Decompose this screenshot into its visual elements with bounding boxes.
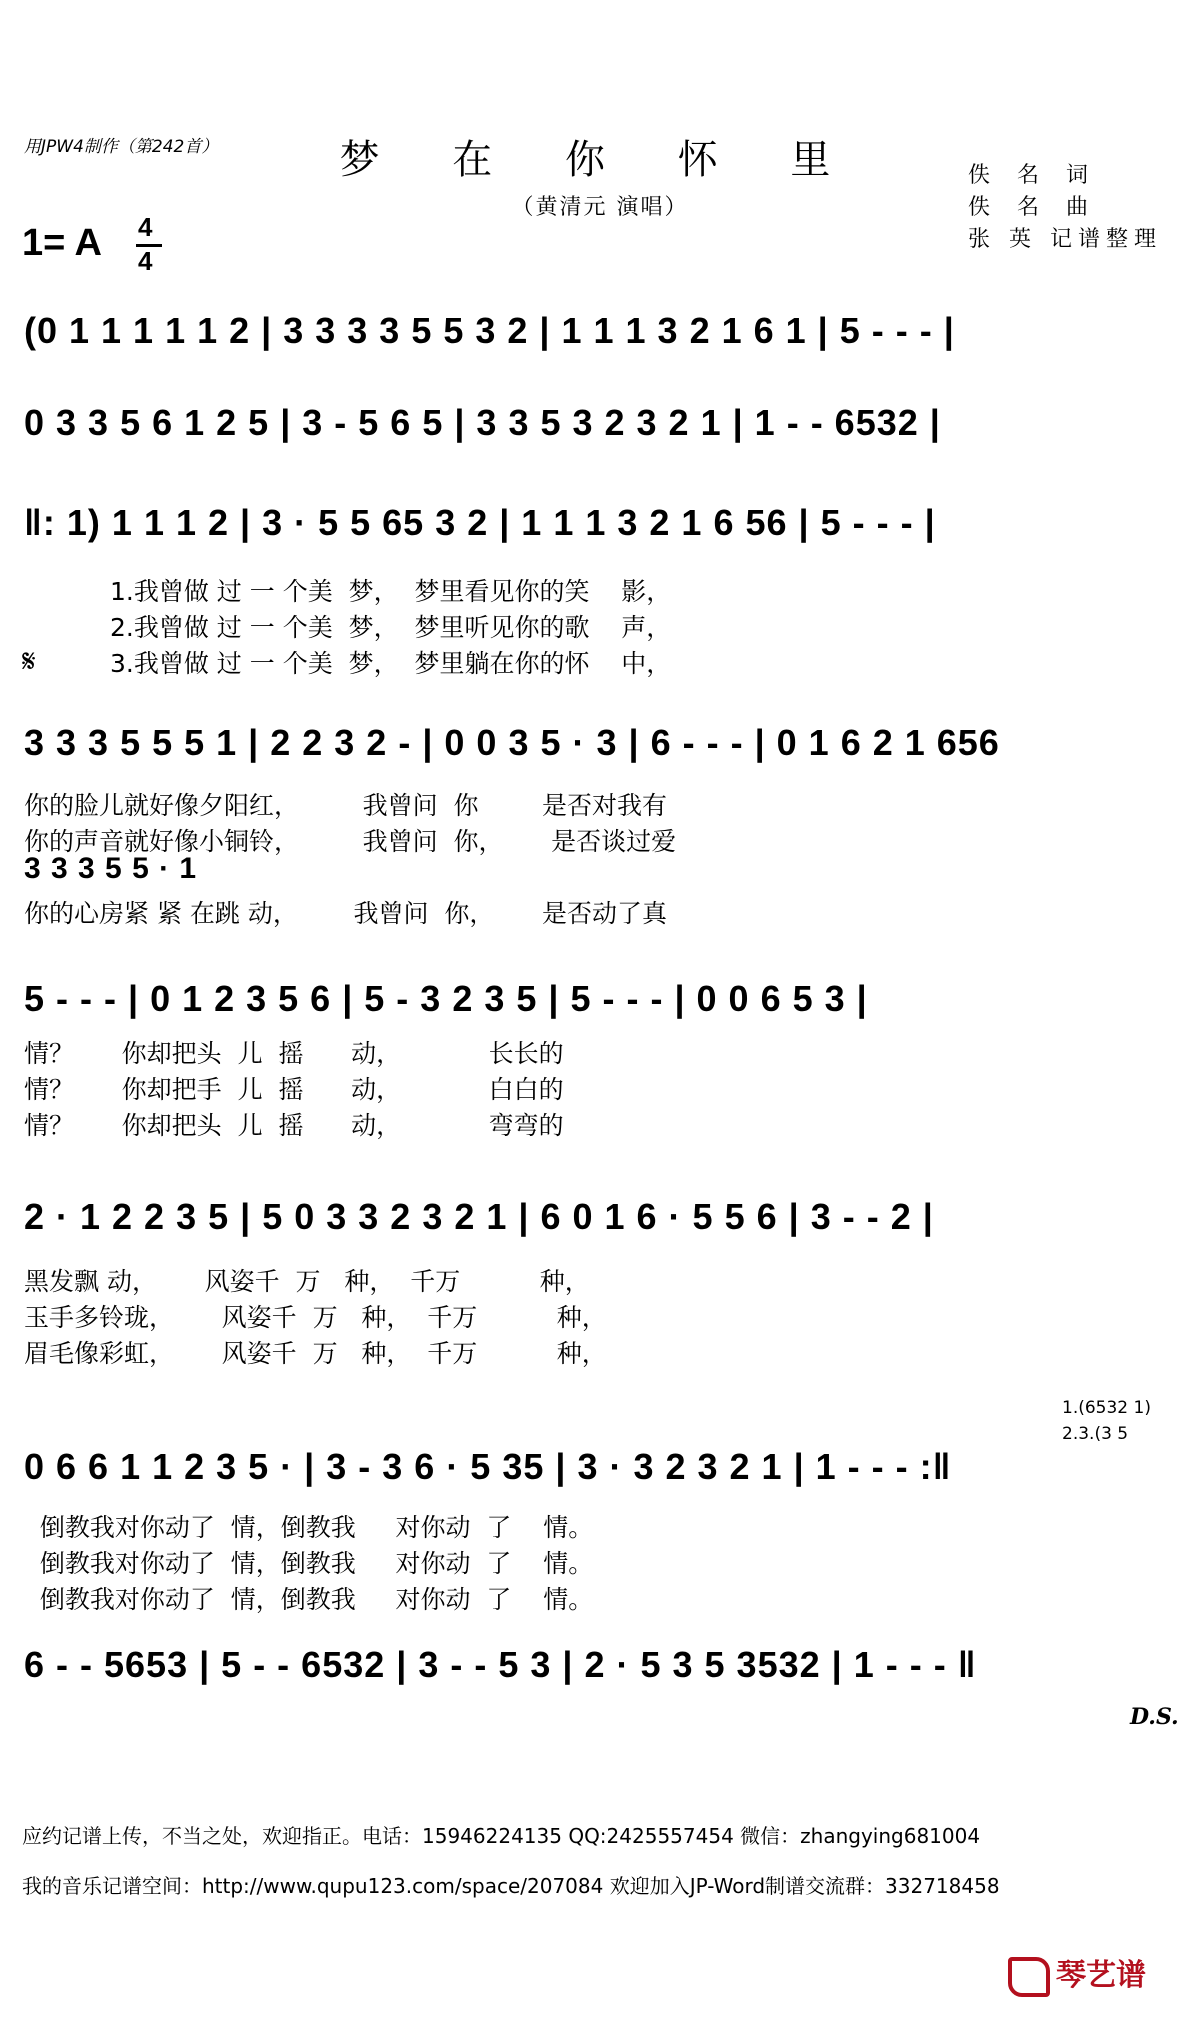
- alternate-notes-text: 3 3 3 5 5 · 1: [24, 852, 198, 885]
- lyric-line: 你的声音就好像小铜铃， 我曾问 你， 是否谈过爱: [24, 827, 677, 856]
- system-notes: 2 · 1 2 2 3 5 | 5 0 3 3 2 3 2 1 | 6 0 1 6 · 5 5 6 | 3 - - 2 |: [24, 1196, 934, 1237]
- lyric-line: 1.我曾做 过 一 个美 梦， 梦里看见你的笑 影，: [110, 577, 672, 606]
- system-4: [24, 722, 1184, 764]
- lyric-line: 黑发飘 动， 风姿千 万 种， 千万 种，: [24, 1267, 590, 1296]
- time-numerator: 4: [138, 212, 153, 242]
- system-1: [24, 310, 1184, 352]
- system-notes: 5 - - - | 0 1 2 3 5 6 | 5 - 3 2 3 5 | 5 - - - | 0 0 6 5 3 |: [24, 978, 868, 1019]
- system-notes: (0 1 1 1 1 1 2 | 3 3 3 3 5 5 3 2 | 1 1 1 3 2 1 6 1 | 5 - - - |: [24, 310, 955, 351]
- volta-ending-2: 2.3.(3 5: [1062, 1424, 1129, 1444]
- lyric-line: 你的脸儿就好像夕阳红， 我曾问 你 是否对我有: [24, 791, 668, 820]
- system-2: [24, 402, 1184, 444]
- footer-contact: 应约记谱上传，不当之处，欢迎指正。电话：15946224135 QQ:2425557454 微信：zhangying681004: [22, 1824, 981, 1848]
- lyric-line: 情？ 你却把头 儿 摇 动， 长长的: [24, 1039, 564, 1068]
- segno-sign: 𝄋: [22, 642, 36, 680]
- software-note: 用JPW4制作（第242首）: [24, 137, 219, 157]
- system-notes: 0 3 3 5 6 1 2 5 | 3 - 5 6 5 | 3 3 5 3 2 3 2 1 | 1 - - 6532 |: [24, 402, 941, 443]
- system-notes: 6 - - 5653 | 5 - - 6532 | 3 - - 5 3 | 2 · 5 3 5 3532 | 1 - - - ‖: [24, 1644, 977, 1685]
- system-notes: ‖: 1) 1 1 1 2 | 3 · 5 5 65 3 2 | 1 1 1 3 2 1 6 56 | 5 - - - |: [24, 502, 936, 543]
- site-logo: [1008, 1950, 1146, 1997]
- logo-icon: [1008, 1957, 1050, 1997]
- lyric-line: 3.我曾做 过 一 个美 梦， 梦里躺在你的怀 中，: [110, 649, 672, 678]
- dal-segno: D.S.: [1130, 1704, 1179, 1730]
- volta-ending-1: 1.(6532 1): [1062, 1398, 1151, 1418]
- lyric-line: 情？ 你却把头 儿 摇 动， 弯弯的: [24, 1111, 564, 1140]
- system-5: [24, 978, 1184, 1020]
- system-notes: 3 3 3 5 5 5 1 | 2 2 3 2 - | 0 0 3 5 · 3 | 6 - - - | 0 1 6 2 1 656: [24, 722, 1000, 763]
- credit-composer: 佚 名 曲: [968, 195, 1098, 220]
- system-notes: 0 6 6 1 1 2 3 5 · | 3 - 3 6 · 5 35 | 3 · 3 2 3 2 1 | 1 - - - :‖: [24, 1446, 952, 1487]
- time-denominator: 4: [138, 246, 153, 276]
- lyric-line: 2.我曾做 过 一 个美 梦， 梦里听见你的歌 声，: [110, 613, 672, 642]
- subtitle: （黄清元 演唱）: [511, 195, 689, 220]
- footer-space: 我的音乐记谱空间：http://www.qupu123.com/space/207084 欢迎加入JP-Word制谱交流群：332718458: [22, 1874, 1000, 1898]
- alternate-notes: [24, 852, 1184, 886]
- key-signature: 1= A: [22, 222, 102, 264]
- lyric-line: 眉毛像彩虹， 风姿千 万 种， 千万 种，: [24, 1339, 607, 1368]
- lyric-line: 倒教我对你动了 情，倒教我 对你动 了 情。: [24, 1585, 594, 1614]
- credit-transcriber: 张 英 记谱整理: [968, 227, 1162, 252]
- system-7: [24, 1446, 1184, 1488]
- system-6: [24, 1196, 1184, 1238]
- page-title: 梦 在 你 怀 里: [339, 137, 861, 183]
- lyric-line: 倒教我对你动了 情，倒教我 对你动 了 情。: [24, 1513, 594, 1542]
- lyric-line: 倒教我对你动了 情，倒教我 对你动 了 情。: [24, 1549, 594, 1578]
- system-8: [24, 1644, 1184, 1686]
- credit-lyricist: 佚 名 词: [968, 163, 1098, 188]
- lyric-line: 玉手多铃珑， 风姿千 万 种， 千万 种，: [24, 1303, 607, 1332]
- lyric-line: 你的心房紧 紧 在跳 动， 我曾问 你， 是否动了真: [24, 899, 668, 928]
- logo-text: 琴艺谱: [1056, 1958, 1146, 1993]
- lyric-line: 情？ 你却把手 儿 摇 动， 白白的: [24, 1075, 564, 1104]
- system-3: [24, 502, 1184, 544]
